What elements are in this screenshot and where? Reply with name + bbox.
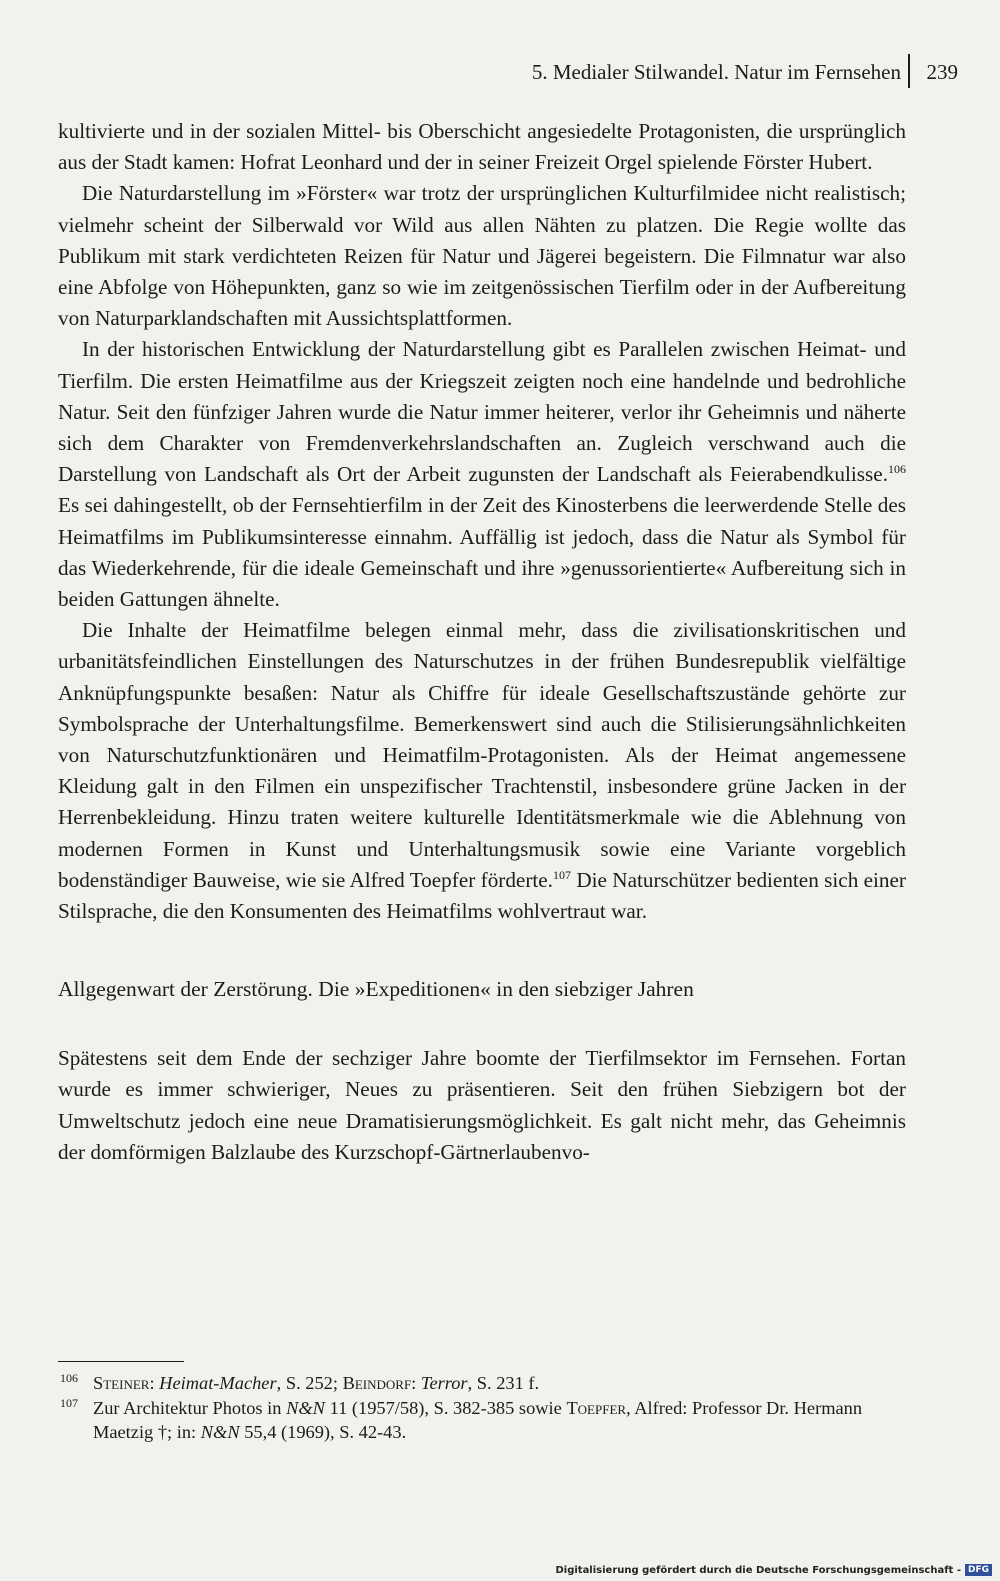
footnote-ref-107[interactable]: 107 bbox=[552, 867, 571, 882]
body-text bbox=[58, 116, 906, 1168]
footnote-number: 106 bbox=[60, 1371, 78, 1385]
footnote-author: Beindorf: bbox=[342, 1373, 417, 1393]
footnote-ref-106[interactable]: 106 bbox=[888, 462, 906, 477]
paragraph-5: Spätestens seit dem Ende der sechziger Jahre boomte der Tierfilmsektor im Fernsehen. Fortan wurde es immer schwieriger, Neues zu präsentieren. Seit den frühen Siebzigern bot der Umweltschutz jedoch eine neue Dramatisierungsmöglichkeit. Es galt nicht mehr, das Geheimnis der domförmigen Balzlaube des Kurzschopf-Gärtnerlaubenvo- bbox=[58, 1046, 906, 1164]
footnotes bbox=[58, 1371, 906, 1445]
paragraph-4 bbox=[58, 615, 906, 927]
paragraph-1: kultivierte und in der sozialen Mittel- bis Oberschicht angesiedelte Protagonisten, die ursprünglich aus der Stadt kamen: Hofrat Leonhard und der in seiner Freizeit Orgel spielende Förster Hubert. bbox=[58, 119, 906, 175]
paragraph-3-text-a: In der historischen Entwicklung der Naturdarstellung gibt es Parallelen zwischen Heimat- und Tierfilm. Die ersten Heimatfilme aus der Kriegszeit zeigten noch eine handelnde und bedrohliche Natur. Seit den fünfziger Jahren wurde die Natur immer heiterer, verlor ihr Geheimnis und näherte sich dem Charakter von Fremdenverkehrslandschaften an. Zugleich verschwand auch die Darstellung von Landschaft als Ort der Arbeit zugunsten der Landschaft als Feierabendkulisse. bbox=[58, 337, 906, 487]
paragraph-4-text-b: Die Naturschützer bedienten sich einer Stilsprache, die den Konsumenten des Heimatfilms wohlvertraut war. bbox=[58, 867, 906, 924]
header-divider bbox=[908, 54, 910, 88]
paragraph-3 bbox=[58, 334, 906, 615]
footnote-title: Terror bbox=[420, 1373, 468, 1393]
footnote-number: 107 bbox=[60, 1395, 78, 1410]
footnote-author: Steiner: bbox=[93, 1373, 155, 1393]
footnote-107 bbox=[58, 1396, 906, 1445]
footnote-text: , S. 252; bbox=[276, 1373, 338, 1393]
section-heading: Allgegenwart der Zerstörung. Die »Expeditionen« in den siebziger Jahren bbox=[58, 977, 694, 1002]
footnote-separator bbox=[58, 1361, 184, 1362]
footnote-text: 11 (1957/58), S. 382-385 sowie bbox=[329, 1397, 562, 1418]
footnote-title: Heimat-Macher bbox=[159, 1373, 277, 1393]
footnote-title: N&N bbox=[286, 1397, 325, 1418]
footnote-106 bbox=[58, 1371, 906, 1396]
footnote-text: , S. 231 f. bbox=[467, 1373, 540, 1393]
footnote-text: Alfred: Professor Dr. Hermann Maetzig †; in: bbox=[93, 1397, 863, 1442]
footnote-text: Zur Architektur Photos in bbox=[93, 1397, 282, 1418]
footnote-title: N&N bbox=[200, 1422, 240, 1442]
footnote-text: 55,4 (1969), S. 42-43. bbox=[244, 1422, 407, 1442]
page-header bbox=[0, 58, 958, 94]
footnote-author: Toepfer, bbox=[566, 1397, 631, 1418]
paragraph-3-text-b: Es sei dahingestellt, ob der Fernsehtierfilm in der Zeit des Kinosterbens die leerwerdende Stelle des Heimatfilms im Publikumsinteresse einnahm. Auffällig ist jedoch, dass die Natur als Symbol für das Wiederkehrende, für die ideale Gemeinschaft und ihre »genussorientierte« Aufbereitung sich in beiden Gattungen ähnelte. bbox=[58, 493, 906, 612]
digitization-notice: Digitalisierung gefördert durch die Deutsche Forschungsgemeinschaft - bbox=[555, 1564, 961, 1576]
paragraph-4-text-a: Die Inhalte der Heimatfilme belegen einmal mehr, dass die zivilisationskritischen und urbanitätsfeindlichen Einstellungen des Naturschutzes in der frühen Bundesrepublik vielfältige Anknüpfungspunkte besaßen: Natur als Chiffre für ideale Gesellschaftszustände gehörte zur Symbolsprache der Unterhaltungsfilme. Bemerkenswert sind auch die Stilisierungsähnlichkeiten von Naturschutzfunktionären und Heimatfilm-Protagonisten. Als der Heimat angemessene Kleidung galt in den Filmen ein unspezifischer Trachtenstil, insbesondere grüne Jacken in der Herrenbekleidung. Hinzu traten weitere kulturelle Identitätsmerkmale wie die Ablehnung von modernen Formen in Kunst und Unterhaltungsmusik sowie eine Variante vorgeblich bodenständiger Bauweise, wie sie Alfred Toepfer förderte. bbox=[58, 618, 906, 892]
digitization-footer bbox=[555, 1564, 992, 1576]
dfg-logo: DFG bbox=[965, 1564, 992, 1576]
running-title: 5. Medialer Stilwandel. Natur im Fernsehen bbox=[531, 60, 901, 84]
paragraph-2: Die Naturdarstellung im »Förster« war trotz der ursprünglichen Kulturfilmidee nicht realistisch; vielmehr scheint der Silberwald vor Wild aus allen Nähten zu platzen. Die Regie wollte das Publikum mit stark verdichteten Reizen für Natur und Jägerei begeistern. Die Filmnatur war also eine Abfolge von Höhepunkten, ganz so wie im zeitgenössischen Tierfilm oder in der Aufbereitung von Naturparklandschaften mit Aussichtsplattformen. bbox=[58, 181, 906, 331]
page-number: 239 bbox=[926, 60, 958, 84]
